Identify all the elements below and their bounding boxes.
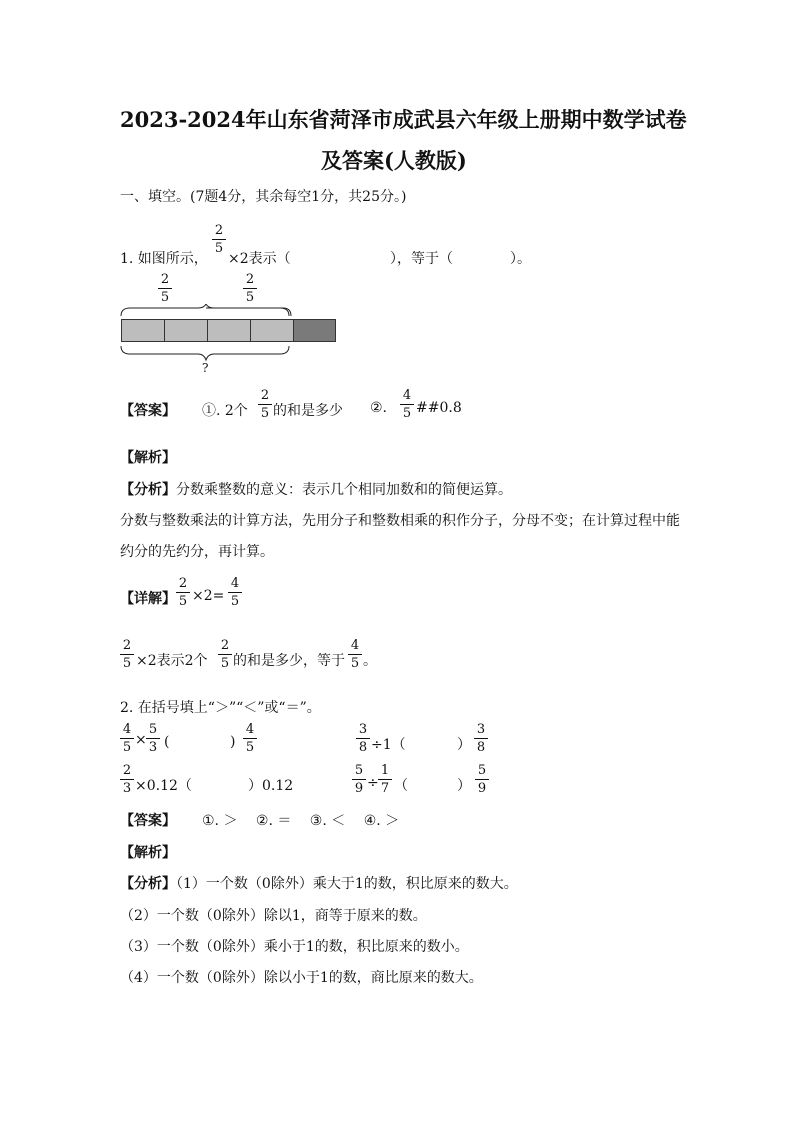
detail-equation: ×2= [192, 588, 225, 604]
q2-prompt: 2. 在括号填上“＞”“＜”或“＝”。 [120, 700, 321, 716]
fraction: 4 5 [400, 388, 414, 421]
q1-mid: ），等于（ [390, 251, 453, 267]
fraction: 4 5 [228, 576, 242, 609]
fraction: 2 3 [120, 763, 134, 796]
q1-answer-1b: 的和是多少 [273, 403, 343, 419]
q2-analysis-2: （2）一个数（0除外）除以1，商等于原来的数。 [120, 908, 427, 924]
bar-cell [207, 319, 251, 342]
fraction: 3 8 [474, 722, 488, 755]
q2-row2-right-end: ） [457, 778, 471, 794]
diagram-label-right: 2 5 [243, 272, 257, 305]
doc-title-line2: 及答案(人教版) [321, 148, 467, 173]
fraction: 4 5 [120, 722, 134, 755]
fraction: 5 3 [146, 722, 160, 755]
answer-label: 【答案】 [120, 403, 176, 419]
q2-analysis-4: （4）一个数（0除外）除以小于1的数，商比原来的数大。 [120, 970, 483, 986]
detail-line-a: ×2表示2个 [136, 653, 208, 669]
q1-answer-1a: ①. 2个 [202, 403, 248, 419]
q1-prefix: 1. 如图所示， [120, 251, 208, 267]
q1-end: ）。 [510, 251, 531, 267]
q2-row1-right-end: ） [457, 737, 471, 753]
analysis-heading: 【解析】 [120, 845, 176, 861]
detail-line-c: 。 [363, 653, 377, 669]
detail-label: 【详解】 [120, 591, 176, 607]
detail-line-b: 的和是多少，等于 [233, 653, 345, 669]
diagram-label-left: 2 5 [158, 272, 172, 305]
fraction: 2 5 [120, 638, 134, 671]
fraction: 1 7 [378, 763, 392, 796]
fraction: 4 5 [243, 722, 257, 755]
fraction: 5 9 [352, 763, 366, 796]
bar-cell-dark [293, 319, 336, 342]
divide-sign: ÷ [367, 775, 379, 791]
q2-row2-paren-open: （ [394, 778, 408, 794]
bar-cell [164, 319, 208, 342]
analysis-heading: 【解析】 [120, 450, 176, 466]
bar-cell [250, 319, 294, 342]
analysis-para2: 约分的先约分，再计算。 [120, 544, 274, 560]
q2-analysis-3: （3）一个数（0除外）乘小于1的数，积比原来的数小。 [120, 939, 469, 955]
bar-cell [121, 319, 165, 342]
fraction: 2 5 [212, 223, 226, 256]
fraction: 4 5 [348, 638, 362, 671]
fraction: 2 5 [218, 638, 232, 671]
q1-answer-2b: ##0.8 [416, 400, 462, 416]
q2-row2-left: ×0.12（ [135, 778, 192, 794]
q2-answers: ①. ＞ ②. ＝ ③. ＜ ④. ＞ [202, 813, 400, 829]
fraction: 2 5 [176, 576, 190, 609]
diagram-question-mark: ? [202, 361, 209, 375]
q1-answer-2a: ②. [370, 400, 388, 416]
analysis-text: 【分析】分数乘整数的意义：表示几个相同加数和的简便运算。 [120, 482, 512, 498]
q1-after-frac: ×2表示（ [228, 251, 291, 267]
q2-row2-left-end: ）0.12 [248, 778, 294, 794]
doc-title-line1: 2023-2024年山东省菏泽市成武县六年级上册期中数学试卷 [120, 107, 687, 132]
fraction: 5 9 [475, 763, 489, 796]
section-heading: 一、填空。(7题4分，其余每空1分，共25分。) [120, 189, 407, 205]
q2-paren-close: ) [230, 734, 236, 750]
analysis-para1: 分数与整数乘法的计算方法，先用分子和整数相乘的积作分子，分母不变；在计算过程中能 [120, 513, 680, 529]
answer-label: 【答案】 [120, 813, 176, 829]
q2-row1-right-mid: ÷1（ [371, 737, 406, 753]
times-sign: × [135, 732, 147, 748]
q2-analysis-1: 【分析】（1）一个数（0除外）乘大于1的数，积比原来的数大。 [120, 876, 518, 892]
q2-paren-open: ( [164, 734, 170, 750]
fraction: 3 8 [356, 722, 370, 755]
fraction: 2 5 [258, 388, 272, 421]
